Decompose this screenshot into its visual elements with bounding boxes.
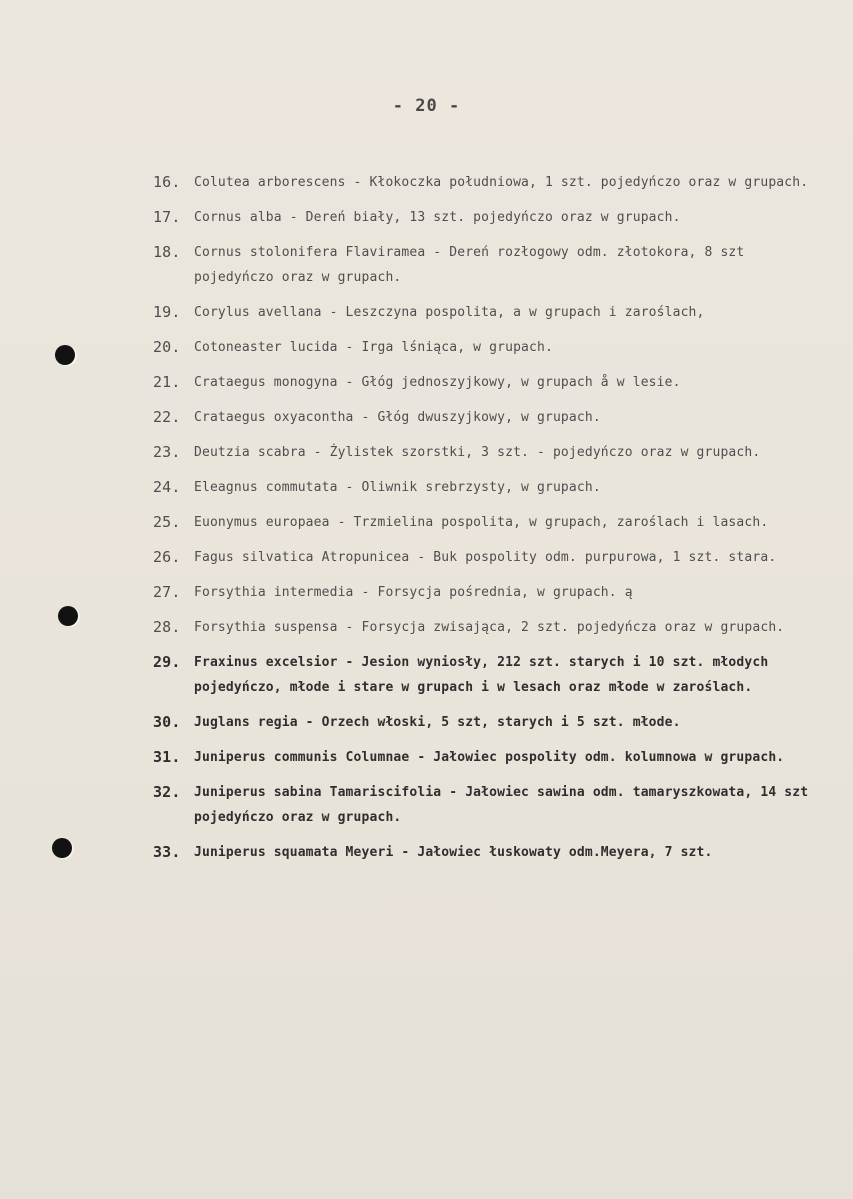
item-text: Cornus stolonifera Flaviramea - Dereń rozłogowy odm. złotokora, 8 szt pojedyńczo oraz w grupach. xyxy=(194,245,745,285)
item-number: 31. xyxy=(153,748,181,766)
page-number: - 20 - xyxy=(392,96,461,116)
item-text: Euonymus europaea - Trzmielina pospolita, w grupach, zaroślach i lasach. xyxy=(194,515,769,530)
item-number: 24. xyxy=(153,478,181,496)
item-number: 26. xyxy=(153,548,181,566)
item-number: 28. xyxy=(153,618,181,636)
list-item xyxy=(153,370,818,395)
list-item xyxy=(153,840,818,865)
item-text: Fraxinus excelsior - Jesion wyniosły, 212 szt. starych i 10 szt. młodych pojedyńczo, młode i stare w grupach i w lesach oraz młode w zaroślach. xyxy=(194,655,769,695)
item-text: Crataegus monogyna - Głóg jednoszyjkowy, w grupach å w lesie. xyxy=(194,375,681,390)
item-number: 16. xyxy=(153,173,181,191)
item-text: Juniperus communis Columnae - Jałowiec pospolity odm. kolumnowa w grupach. xyxy=(194,750,785,765)
item-text: Cotoneaster lucida - Irga lśniąca, w grupach. xyxy=(194,340,553,355)
item-number: 21. xyxy=(153,373,181,391)
list-item xyxy=(153,510,818,535)
list-item xyxy=(153,300,818,325)
item-number: 32. xyxy=(153,783,181,801)
item-number: 27. xyxy=(153,583,181,601)
item-text: Crataegus oxyacontha - Głóg dwuszyjkowy, w grupach. xyxy=(194,410,601,425)
list-item xyxy=(153,170,818,195)
list-item xyxy=(153,205,818,230)
list-item xyxy=(153,650,818,700)
list-item xyxy=(153,545,818,570)
item-text: Deutzia scabra - Żylistek szorstki, 3 szt. - pojedyńczo oraz w grupach. xyxy=(194,445,761,460)
list-item xyxy=(153,405,818,430)
list-item xyxy=(153,475,818,500)
punch-hole xyxy=(55,345,75,365)
list-item xyxy=(153,780,818,830)
list-item xyxy=(153,615,818,640)
item-number: 25. xyxy=(153,513,181,531)
punch-hole xyxy=(52,838,72,858)
item-text: Juniperus squamata Meyeri - Jałowiec łuskowaty odm.Meyera, 7 szt. xyxy=(194,845,713,860)
item-number: 19. xyxy=(153,303,181,321)
item-text: Forsythia suspensa - Forsycja zwisająca, 2 szt. pojedyńcza oraz w grupach. xyxy=(194,620,785,635)
item-text: Juniperus sabina Tamariscifolia - Jałowiec sawina odm. tamaryszkowata, 14 szt pojedyńczo oraz w grupach. xyxy=(194,785,809,825)
item-number: 30. xyxy=(153,713,181,731)
item-number: 33. xyxy=(153,843,181,861)
list-item xyxy=(153,710,818,735)
species-list xyxy=(153,170,818,875)
item-number: 29. xyxy=(153,653,181,671)
list-item xyxy=(153,240,818,290)
item-number: 18. xyxy=(153,243,181,261)
item-text: Cornus alba - Dereń biały, 13 szt. pojedyńczo oraz w grupach. xyxy=(194,210,681,225)
item-text: Eleagnus commutata - Oliwnik srebrzysty, w grupach. xyxy=(194,480,601,495)
item-text: Forsythia intermedia - Forsycja pośrednia, w grupach. ą xyxy=(194,585,633,600)
list-item xyxy=(153,580,818,605)
list-item xyxy=(153,745,818,770)
list-item xyxy=(153,440,818,465)
punch-hole xyxy=(58,606,78,626)
item-text: Fagus silvatica Atropunicea - Buk pospolity odm. purpurowa, 1 szt. stara. xyxy=(194,550,777,565)
item-text: Juglans regia - Orzech włoski, 5 szt, starych i 5 szt. młode. xyxy=(194,715,681,730)
item-text: Corylus avellana - Leszczyna pospolita, a w grupach i zaroślach, xyxy=(194,305,705,320)
item-text: Colutea arborescens - Kłokoczka południowa, 1 szt. pojedyńczo oraz w grupach. xyxy=(194,175,809,190)
list-item xyxy=(153,335,818,360)
item-number: 20. xyxy=(153,338,181,356)
item-number: 22. xyxy=(153,408,181,426)
item-number: 17. xyxy=(153,208,181,226)
item-number: 23. xyxy=(153,443,181,461)
